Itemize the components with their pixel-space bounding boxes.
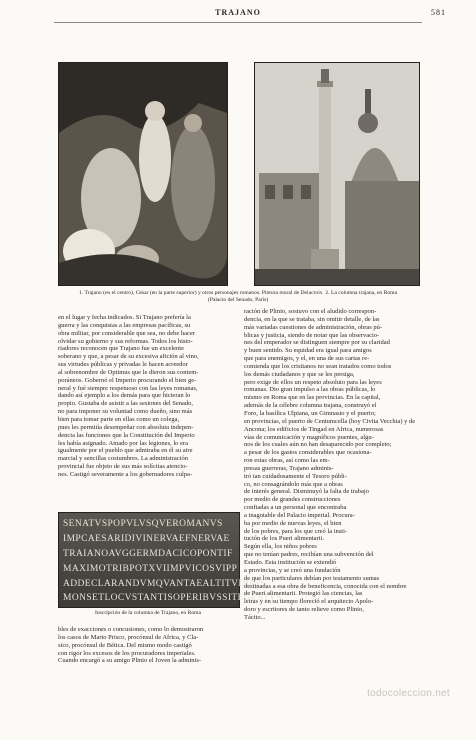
text-line: ración de Plinio, sostuvo con el aludido correspon- [244, 308, 377, 315]
text-line: ba por medio de nuevas leyes, el bien [244, 519, 342, 527]
text-line: tución de los Pueri alimentarii. [244, 535, 324, 543]
text-line: en provincias, el puerto de Centumcella (hoy Civita Vecchia) y de [244, 417, 416, 425]
text-line: bien para tomar parte en ellas como un colega, [58, 415, 180, 423]
text-line: con rigor los excesos de los procuradores imperiales. [58, 649, 196, 657]
text-line: destinadas a esa obra de beneficencia, conocida con el nombre [244, 582, 407, 590]
text-line: dando así ejemplo a los demás para que hicieran lo [58, 392, 191, 400]
text-line: ron estas obras, así como las em- [244, 457, 330, 465]
caption-painting [58, 290, 418, 297]
column-photo [254, 62, 420, 286]
text-line: dencia, en la que se trataba, sin omitir detalle, de las [244, 315, 380, 323]
text-line: Estado. Esta institución se extendió [244, 559, 337, 566]
body-text-bottom-left [58, 626, 238, 665]
page-number: 581 [431, 8, 446, 17]
inscription-line: IMPCAESARIDIVINERVAEFNERVAE [63, 534, 230, 544]
text-line: nos de los cuales aún no han desaparecido por completo; [244, 441, 392, 449]
text-line: pues les permitía desempeñar con absoluta indepen- [58, 423, 194, 431]
inscription-line: MAXIMOTRIBPOTXVIIMPVICOSVIPP [63, 564, 238, 574]
column-illustration [255, 63, 419, 285]
text-line: sus virtudes públicas y privadas le hacen acreedor [58, 361, 188, 369]
text-line: marcial y sencillas costumbres. La administración [58, 455, 188, 463]
text-line: dencia las funciones que la Constitución del Imperio [58, 431, 195, 439]
text-line: de los pobres, para los que creó la insti- [244, 527, 348, 535]
text-line: tró tan cuidadosamente el Tesoro públi- [244, 472, 347, 480]
text-line: letras y en su tiempo floreció el arquitecto Apolo- [244, 598, 374, 606]
text-line: al sobrenombre de Optimus que le dieron sus contem- [58, 368, 199, 376]
text-line: nes del emperador se distinguen siempre por su claridad [244, 339, 390, 347]
text-line: Cuando encargó a su amigo Plinio el Joven la adminis- [58, 657, 202, 665]
text-line: propio. Gustaba de asistir a las sesiones del Senado, [58, 400, 194, 408]
caption-painting-line1: 1. Trajano (en el centro), César (en la parte superior) y otros personajes romanos. Pintura mural de Delacroix [79, 290, 323, 296]
text-line: a inagotable del Palacio imperial. Procura- [244, 511, 355, 519]
text-line: los demás ciudadanos y que se les persiga, [244, 370, 355, 378]
inscription-caption: Inscripción de la columna de Trajano, en Roma [95, 610, 201, 616]
text-line: nes. Castigó severamente a los gobernadores culpa- [58, 470, 193, 478]
caption-column: 2. La columna trajana, en Roma [325, 290, 397, 296]
text-line: de que los particulares debían por testamento sumas [244, 574, 380, 582]
caption-painting-line2: (Palacio del Senado, París) [207, 297, 269, 303]
text-line: de Pueri alimentarii. Protegió las ciencias, las [244, 590, 363, 598]
text-line: Tácito... [244, 613, 266, 621]
text-line: bles de exacciones o concusiones, como lo demostraron [58, 626, 204, 633]
text-line: blicas y justicia, siendo de notar que las observacio- [244, 331, 380, 339]
text-line: mismo en Roma que en las provincias. En la capital, [244, 394, 381, 402]
inscription-line: ADDECLARANDVMQVANTAEALTITVDINIS [63, 579, 266, 589]
header-rule [54, 22, 422, 23]
text-line: obra militar, por considerable que sea, no debe hacer [58, 329, 195, 337]
text-line: vías de comunicación y magníficos puentes, algu- [244, 433, 374, 441]
text-line: guerra y las conquistas a las empresas pacíficas, su [58, 321, 191, 329]
text-line: Ancona; los edificios de Tingad en Africa, numerosas [244, 425, 384, 433]
text-line: olvidar su gobierno y sus reformas. Todos los histo- [58, 337, 193, 345]
text-line: no para imponer su voluntad como dueño, sino más [58, 408, 193, 416]
text-line: presas guerreras, Trajano adminis- [244, 464, 334, 472]
text-line: en el lugar y fecha indicados. Si Trajano prefería la [58, 314, 191, 321]
text-line: y buen sentido. Su equidad era igual para amigos [244, 347, 372, 355]
text-line: pero exige de ellos un respeto absoluto para las leyes [244, 378, 382, 386]
text-line: soberano y que, a pesar de su excesiva afición al vino, [58, 353, 199, 361]
text-line: provincial fue objeto de sus más solícitas atencio- [58, 463, 188, 471]
text-line: los casos de Mario Prisco, procónsul de Africa, y Cla- [58, 633, 199, 641]
running-header [0, 8, 476, 22]
header-title: TRAJANO [215, 8, 261, 17]
text-line: romanas. Dio gran impulso a las obras públicas, lo [244, 386, 376, 394]
body-text-left-column [58, 314, 238, 479]
text-line: sico, procónsul de Bética. Del mismo modo castigó [58, 641, 192, 649]
text-line: Foro, la basílica Ulpiana, un Gimnasio y el puerto; [244, 409, 376, 417]
inscription-line: SENATVSPOPVLVSQVEROMANVS [63, 519, 223, 529]
text-line: doro y escritores de tanto relieve como Plinio, [244, 606, 364, 614]
text-line: Según ella, los niños pobres [244, 543, 317, 551]
text-line: igualmente por el pueblo que admiraba en él su aire [58, 447, 193, 455]
painting-photo [58, 62, 228, 286]
text-line: que para enemigos, y el, en una de sus cartas re- [244, 355, 370, 363]
photo-captions [58, 290, 418, 304]
text-line: que no tenían padres, recibían una subvención del [244, 551, 374, 559]
text-line: más variadas cuestiones de administración, obras pú- [244, 323, 383, 331]
inscription-line: TRAIANOAVGGERMDACICOPONTIF [63, 549, 233, 559]
text-line: comienda que los cristianos no sean tratados como todos [244, 362, 392, 370]
text-line: de interés general. Disminuyó la falta de trabajo [244, 488, 369, 496]
text-line: además de la célebre columna trajana, construyó el [244, 402, 377, 410]
body-text-right-column [244, 308, 420, 622]
text-line: a provincias, y se creó una fundación [244, 566, 341, 574]
text-line: co, no consagrándolo más que a obras [244, 480, 343, 488]
painting-illustration [59, 63, 227, 285]
text-line: poráneos. Gobernó el Imperio procurando el bien ge- [58, 376, 197, 384]
text-line: riadores reconocen que Trajano fue un excelente [58, 345, 184, 353]
text-line: por medio de grandes construcciones [244, 496, 341, 504]
text-line: confiadas a un personal que encontraba [244, 504, 347, 512]
text-line: les había asignado. Amado por las legiones, lo era [58, 439, 188, 447]
inscription-line: MONSETLOCVSTANTISOPERIBVSSITEGESTVS [63, 593, 283, 603]
text-line: neral y fué siempre respetuoso con las leyes romanas, [58, 384, 198, 392]
watermark-logo: todocoleccion.net [367, 688, 450, 699]
text-line: a pesar de los gastos considerables que ocasiona- [244, 449, 372, 457]
